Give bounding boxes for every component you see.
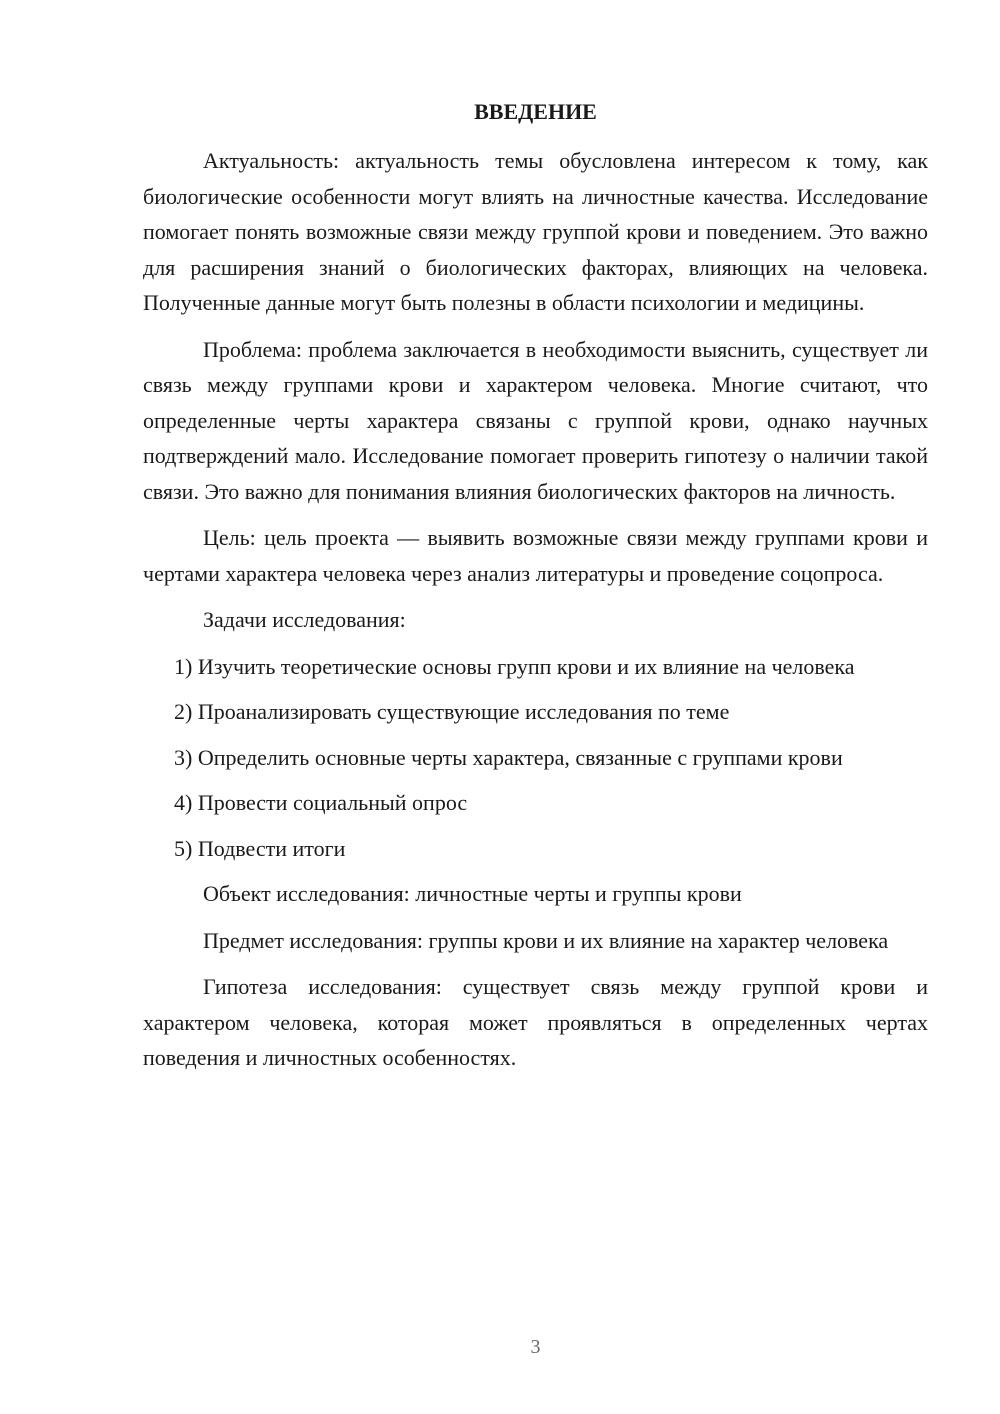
subject-paragraph: Предмет исследования: группы крови и их влияние на характер человека <box>203 927 889 953</box>
page-number: 3 <box>530 1336 541 1358</box>
document-body <box>143 143 928 1087</box>
page-title: ВВЕДЕНИЕ <box>474 99 597 124</box>
task-list <box>143 649 928 867</box>
task-item-3: 3) Определить основные черты характера, связанные с группами крови <box>174 744 843 770</box>
task-item-1: 1) Изучить теоретические основы групп крови и их влияние на человека <box>174 653 855 679</box>
task-item-2: 2) Проанализировать существующие исследования по теме <box>174 699 730 724</box>
task-item-5: 5) Подвести итоги <box>174 835 346 861</box>
relevance-paragraph: Актуальность: актуальность темы обусловлена интересом к тому, как биологические особенности могут влиять на личностные качества. Исследование помогает понять возможные связи между группой крови и поведением. Это важно для расширения знаний о биологических факторах, влияющих на человека. Полученные данные могут быть полезны в области психологии и медицины. <box>143 148 928 315</box>
document-page <box>143 0 928 1414</box>
hypothesis-paragraph: Гипотеза исследования: существует связь между группой крови и характером человека, которая может проявляться в определенных чертах поведения и личностных особенностях. <box>143 974 928 1070</box>
object-paragraph: Объект исследования: личностные черты и группы крови <box>203 881 742 906</box>
task-item-4: 4) Провести социальный опрос <box>174 790 468 815</box>
problem-paragraph: Проблема: проблема заключается в необходимости выяснить, существует ли связь между группами крови и характером человека. Многие считают, что определенные черты характера связаны с группой крови, однако научных подтверждений мало. Исследование помогает проверить гипотезу о наличии такой связи. Это важно для понимания влияния биологических факторов на личность. <box>143 336 928 504</box>
tasks-heading: Задачи исследования: <box>203 607 406 632</box>
goal-paragraph: Цель: цель проекта — выявить возможные связи между группами крови и чертами характера человека через анализ литературы и проведение соцопроса. <box>143 525 928 586</box>
